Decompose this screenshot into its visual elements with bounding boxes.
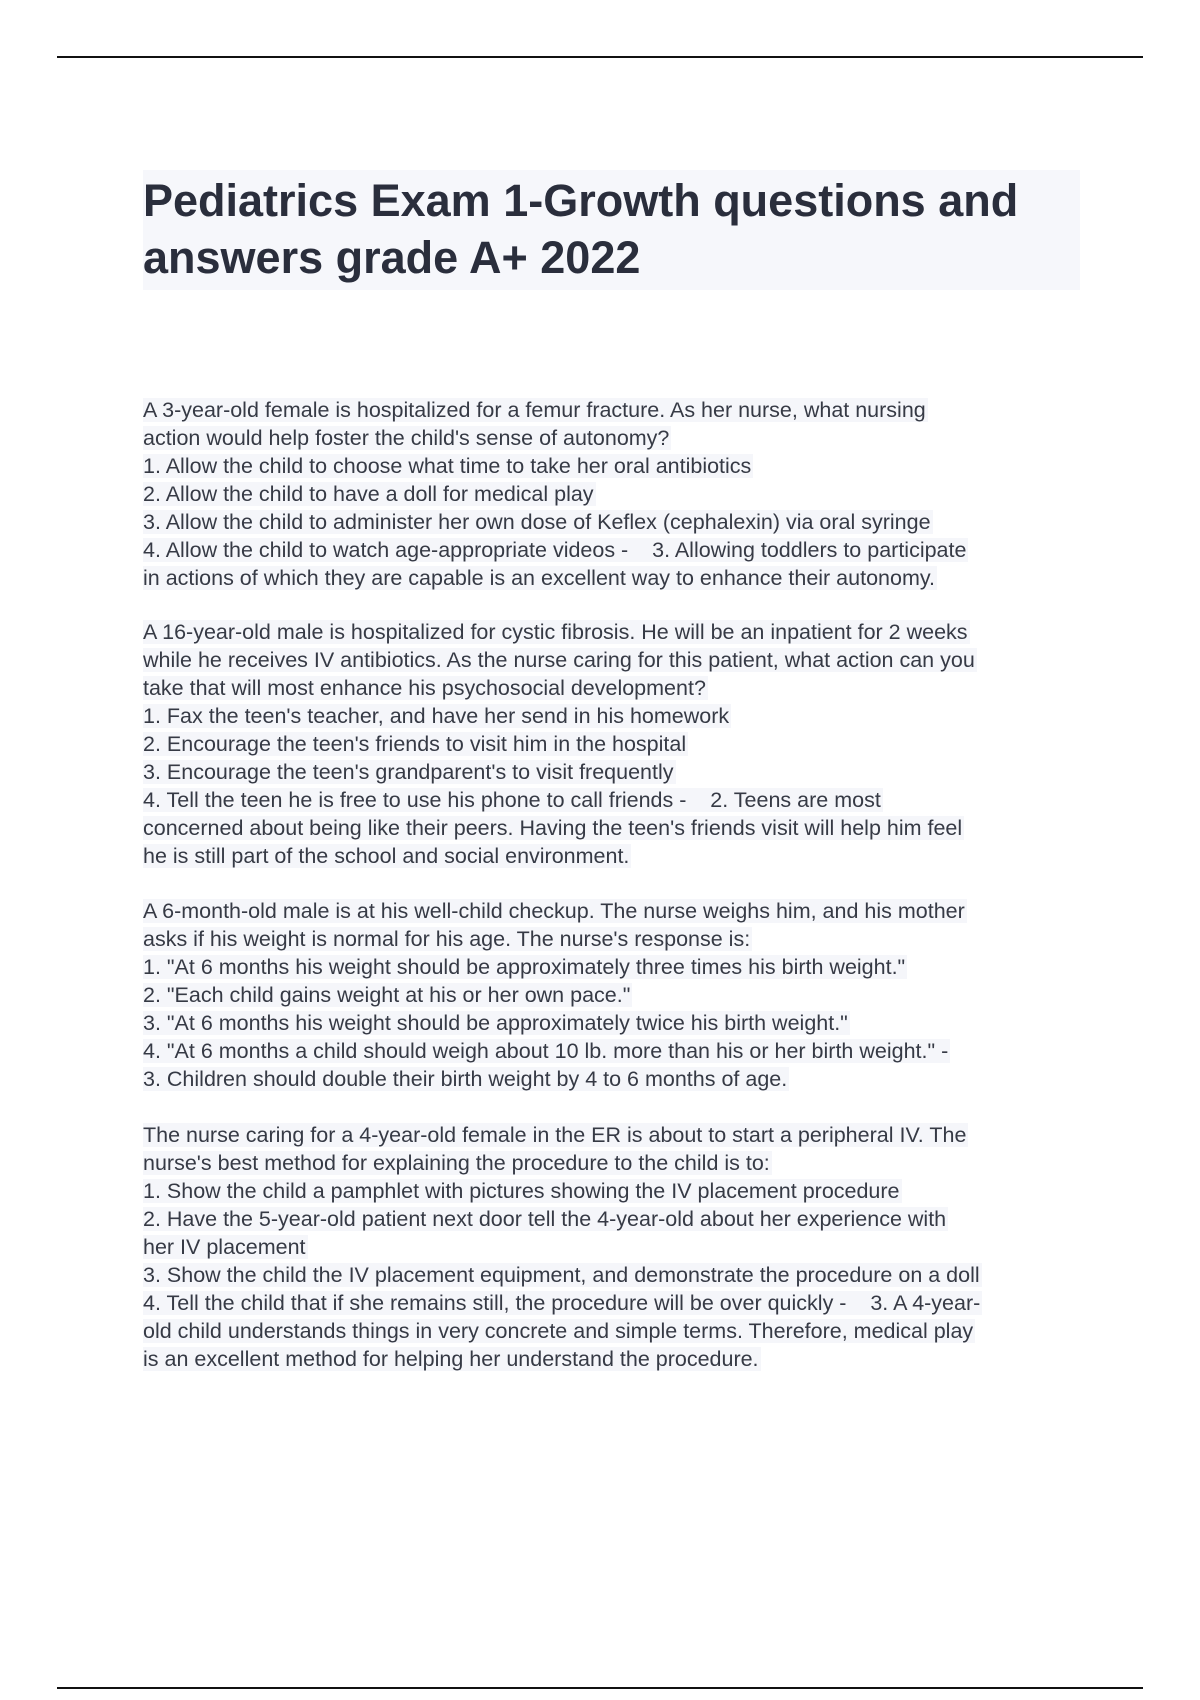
qa-line: 1. Show the child a pamphlet with pictures showing the IV placement procedure <box>143 1179 900 1203</box>
qa-line: 2. Have the 5-year-old patient next door tell the 4-year-old about her experience with <box>143 1207 947 1231</box>
qa-line: 3. Allow the child to administer her own dose of Keflex (cephalexin) via oral syringe <box>143 510 931 534</box>
question-block-3 <box>143 897 1088 1093</box>
title-line-1: Pediatrics Exam 1-Growth questions and <box>143 175 1019 226</box>
qa-line: 4. "At 6 months a child should weigh about 10 lb. more than his or her birth weight." - <box>143 1039 949 1063</box>
page-title <box>143 170 1080 290</box>
qa-line: action would help foster the child's sense of autonomy? <box>143 426 670 450</box>
qa-line: concerned about being like their peers. Having the teen's friends visit will help him feel <box>143 816 963 840</box>
qa-line: asks if his weight is normal for his age. The nurse's response is: <box>143 927 751 951</box>
qa-line: 2. Allow the child to have a doll for medical play <box>143 482 594 506</box>
qa-line: nurse's best method for explaining the procedure to the child is to: <box>143 1151 770 1175</box>
top-rule <box>57 56 1143 58</box>
question-block-1 <box>143 396 1088 592</box>
qa-line: 3. Show the child the IV placement equipment, and demonstrate the procedure on a doll <box>143 1263 980 1287</box>
title-line-2: answers grade A+ 2022 <box>143 232 641 283</box>
qa-line: old child understands things in very concrete and simple terms. Therefore, medical play <box>143 1319 974 1343</box>
qa-line: A 16-year-old male is hospitalized for cystic fibrosis. He will be an inpatient for 2 weeks <box>143 620 968 644</box>
qa-line: 4. Tell the child that if she remains still, the procedure will be over quickly - 3. A 4-year- <box>143 1291 981 1315</box>
question-block-2 <box>143 618 1088 870</box>
qa-line: 1. Fax the teen's teacher, and have her send in his homework <box>143 704 730 728</box>
qa-line: her IV placement <box>143 1235 306 1259</box>
qa-line: 3. Children should double their birth weight by 4 to 6 months of age. <box>143 1067 788 1091</box>
qa-line: he is still part of the school and social environment. <box>143 844 630 868</box>
qa-line: The nurse caring for a 4-year-old female in the ER is about to start a peripheral IV. The <box>143 1123 967 1147</box>
qa-line: A 3-year-old female is hospitalized for a femur fracture. As her nurse, what nursing <box>143 398 926 422</box>
qa-line: 2. Encourage the teen's friends to visit him in the hospital <box>143 732 687 756</box>
qa-line: 1. "At 6 months his weight should be approximately three times his birth weight." <box>143 955 906 979</box>
qa-line: is an excellent method for helping her understand the procedure. <box>143 1347 759 1371</box>
qa-line: in actions of which they are capable is an excellent way to enhance their autonomy. <box>143 566 935 590</box>
qa-line: 1. Allow the child to choose what time to take her oral antibiotics <box>143 454 752 478</box>
qa-line: 3. "At 6 months his weight should be approximately twice his birth weight." <box>143 1011 848 1035</box>
bottom-rule <box>57 1687 1143 1689</box>
qa-line: 4. Tell the teen he is free to use his phone to call friends - 2. Teens are most <box>143 788 881 812</box>
qa-line: while he receives IV antibiotics. As the nurse caring for this patient, what action can you <box>143 648 975 672</box>
qa-line: 2. "Each child gains weight at his or her own pace." <box>143 983 631 1007</box>
qa-line: 3. Encourage the teen's grandparent's to visit frequently <box>143 760 674 784</box>
qa-line: A 6-month-old male is at his well-child checkup. The nurse weighs him, and his mother <box>143 899 965 923</box>
qa-line: 4. Allow the child to watch age-appropriate videos - 3. Allowing toddlers to participate <box>143 538 967 562</box>
question-block-4 <box>143 1121 1088 1373</box>
qa-line: take that will most enhance his psychosocial development? <box>143 676 706 700</box>
